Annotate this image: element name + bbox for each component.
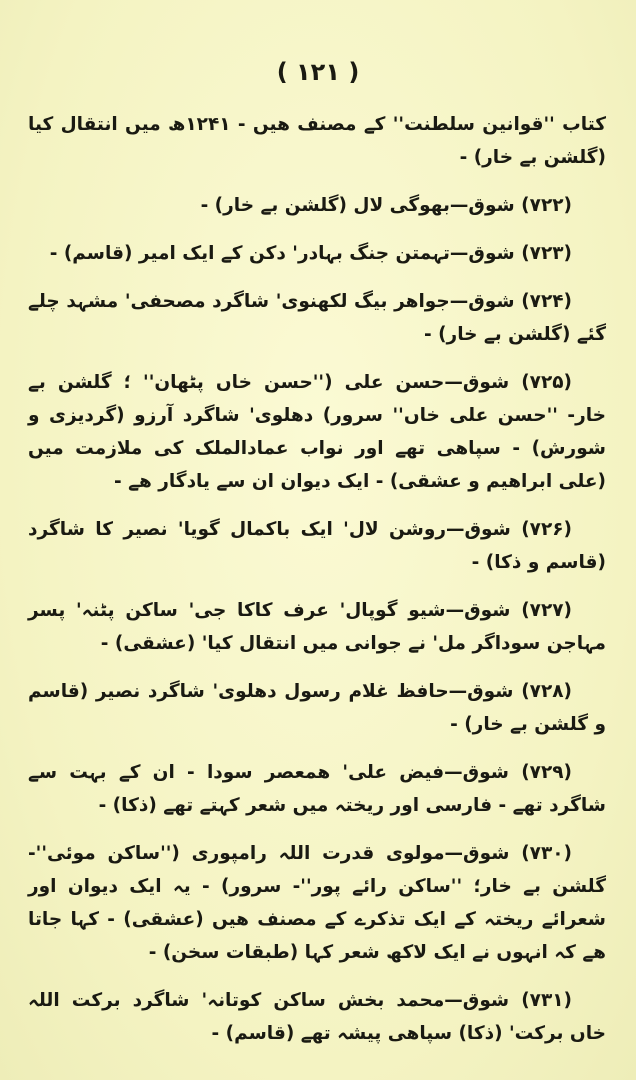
paragraph-entry-724: (۷۲۴) شوق—جواھر بیگ لکھنوی' شاگرد مصحفی' مشہد چلے گئے (گلشن بے خار) - [28, 291, 606, 345]
paragraph-entry-727: (۷۲۷) شوق—شیو گوپال' عرف کاکا جی' ساکن پٹنہ' پسر مہاجن سوداگر مل' نے جوانی میں انتقال کیا' (عشقی) - [28, 600, 606, 654]
page-body [28, 108, 606, 1065]
paragraph-entry-725: (۷۲۵) شوق—حسن علی (''حسن خاں پٹھان'' ؛ گلشن بے خار- ''حسن علی خاں'' سرور) دھلوی' شاگرد آرزو (گردیزی و شورش) - سپاھی تھے اور نواب عمادالملک کی ملازمت میں (علی ابراھیم و عشقی) - ایک دیوان ان سے یادگار ھے - [28, 372, 606, 492]
paragraph-entry-728: (۷۲۸) شوق—حافظ غلام رسول دھلوی' شاگرد نصیر (قاسم و گلشن بے خار) - [28, 681, 606, 735]
paragraph-entry-729: (۷۲۹) شوق—فیض علی' ھمعصر سودا - ان کے بہت سے شاگرد تھے - فارسی اور ریختہ میں شعر کہتے تھے (ذکا) - [28, 762, 606, 816]
paragraph-entry-722: (۷۲۲) شوق—بھوگی لال (گلشن بے خار) - [200, 195, 572, 216]
paragraph-entry-731: (۷۳۱) شوق—محمد بخش ساکن کوتانہ' شاگرد برکت اللہ خاں برکت' (ذکا) سپاھی پیشہ تھے (قاسم) - [28, 990, 606, 1044]
page-number: ( ۱۲۱ ) [276, 58, 360, 86]
paragraph-entry-continuation: کتاب ''قوانین سلطنت'' کے مصنف ھیں - ۱۲۴۱ھ میں انتقال کیا (گلشن بے خار) - [28, 114, 607, 168]
paragraph-entry-723: (۷۲۳) شوق—تہمتن جنگ بہادر' دکن کے ایک امیر (قاسم) - [49, 243, 572, 264]
paragraph-entry-730: (۷۳۰) شوق—مولوی قدرت اللہ رامپوری (''ساکن موئی''- گلشن بے خار؛ ''ساکن رائے پور''- سرور) - یہ ایک دیوان اور شعرائے ریختہ کے ایک تذکرے کے مصنف ھیں (عشقی) - کہا جاتا ھے کہ انہوں نے ایک لاکھ شعر کہا (طبقات سخن) - [28, 843, 606, 963]
paragraph-entry-726: (۷۲۶) شوق—روشن لال' ایک باکمال گویا' نصیر کا شاگرد (قاسم و ذکا) - [28, 519, 606, 573]
